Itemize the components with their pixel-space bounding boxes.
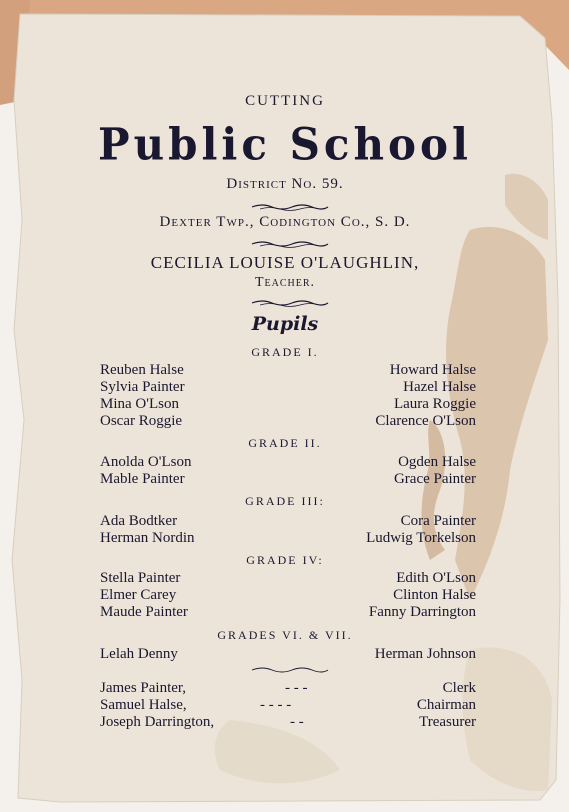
pupil-row	[100, 379, 476, 396]
pupil-row	[100, 646, 476, 663]
teacher-name: CECILIA LOUISE O'LAUGHLIN,	[150, 253, 420, 272]
pupil-name-right: Clarence O'Lson	[375, 413, 476, 429]
officer-dashes: - - -	[285, 680, 308, 696]
pupil-name-right: Grace Painter	[393, 471, 476, 487]
pupil-name-left: Mable Painter	[100, 471, 185, 487]
pupil-row	[100, 396, 476, 413]
divider-flourish	[250, 666, 330, 674]
pupil-name-left: Elmer Carey	[100, 587, 177, 603]
pupil-name-left: Sylvia Painter	[100, 379, 185, 395]
pupil-name-right: Clinton Halse	[393, 587, 476, 603]
pupil-name-left: Maude Painter	[100, 604, 188, 620]
pupil-name-right: Hazel Halse	[403, 379, 476, 395]
officer-row	[100, 680, 476, 697]
grade-heading: GRADE IV:	[246, 553, 324, 567]
location-line: Dexter Twp., Codington Co., S. D.	[159, 214, 411, 230]
officer-dashes: - -	[290, 714, 304, 730]
pupil-name-left: Lelah Denny	[100, 646, 178, 662]
divider-flourish	[250, 299, 330, 307]
teacher-title: Teacher.	[254, 275, 316, 290]
header-line: CUTTING	[245, 93, 325, 109]
pupil-name-left: Anolda O'Lson	[100, 454, 192, 470]
pupil-name-left: Herman Nordin	[100, 530, 195, 546]
pupil-name-right: Cora Painter	[400, 513, 476, 529]
pupil-row	[100, 471, 476, 488]
divider-flourish	[250, 240, 330, 248]
officer-role: Chairman	[416, 697, 476, 713]
pupil-name-right: Fanny Darrington	[368, 604, 476, 620]
pupil-row	[100, 587, 476, 604]
officer-role: Clerk	[442, 680, 476, 696]
officer-name: James Painter,	[100, 680, 187, 696]
grade-heading: GRADES VI. & VII.	[217, 628, 353, 642]
officer-role: Treasurer	[419, 714, 476, 730]
pupil-name-right: Laura Roggie	[393, 396, 476, 412]
officer-name: Samuel Halse,	[100, 697, 187, 713]
officer-name: Joseph Darrington,	[100, 714, 215, 730]
pupil-row	[100, 530, 476, 547]
pupil-name-left: Oscar Roggie	[100, 413, 183, 429]
officer-row	[100, 714, 476, 731]
district-line: District No. 59.	[226, 176, 344, 192]
pupil-name-left: Reuben Halse	[100, 362, 184, 378]
officer-dashes: - - - -	[260, 697, 292, 713]
divider-flourish	[250, 203, 330, 211]
pupil-name-left: Stella Painter	[100, 570, 181, 586]
pupil-name-left: Mina O'Lson	[100, 396, 179, 412]
pupil-row	[100, 454, 476, 471]
grade-heading: GRADE III:	[245, 494, 325, 508]
pupil-name-right: Ogden Halse	[398, 454, 476, 470]
pupil-name-right: Herman Johnson	[374, 646, 476, 662]
pupil-name-right: Edith O'Lson	[396, 570, 476, 586]
grade-heading: GRADE I.	[251, 345, 319, 359]
page-title: Public School	[97, 118, 472, 171]
pupils-heading: Pupils	[251, 313, 319, 335]
officer-row	[100, 697, 476, 714]
pupil-name-left: Ada Bodtker	[100, 513, 178, 529]
pupil-row	[100, 570, 476, 587]
pupil-row	[100, 513, 476, 530]
pupil-name-right: Howard Halse	[389, 362, 476, 378]
pupil-row	[100, 362, 476, 379]
pupil-row	[100, 604, 476, 621]
pupil-row	[100, 413, 476, 430]
pupil-name-right: Ludwig Torkelson	[366, 530, 476, 546]
grade-heading: GRADE II.	[248, 436, 322, 450]
